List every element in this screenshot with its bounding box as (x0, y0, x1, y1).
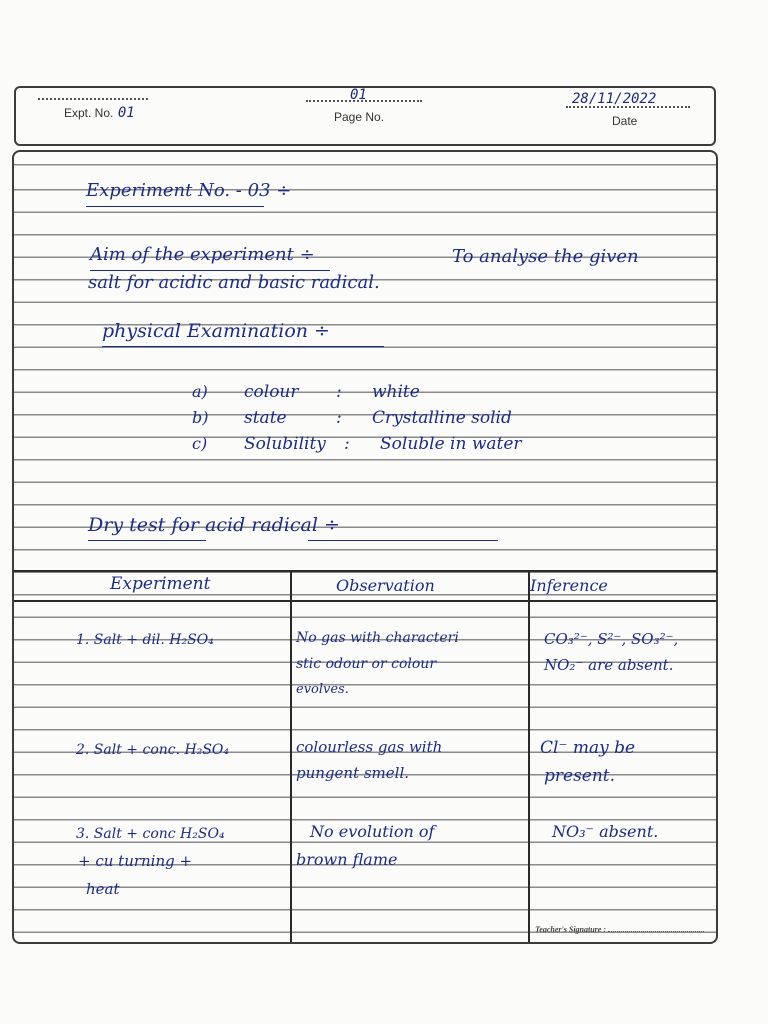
physical-sep-a: : (336, 382, 342, 402)
physical-value-state: Crystalline solid (372, 408, 512, 428)
row3-inference: NO₃⁻ absent. (552, 822, 659, 841)
aim-text-line2: salt for acidic and basic radical. (88, 272, 380, 293)
physical-marker-c: c) (192, 434, 208, 453)
dry-underline-2 (308, 540, 498, 541)
row1-observation-l1: No gas with characteri (296, 630, 459, 646)
header-observation: Observation (336, 576, 435, 595)
row1-observation-l3: evolves. (296, 682, 349, 697)
table-col-divider-2 (528, 570, 530, 942)
table-col-divider-1 (290, 570, 292, 942)
dry-underline-1 (88, 540, 206, 541)
ruled-sheet (12, 150, 718, 944)
row1-inference-l1: CO₃²⁻, S²⁻, SO₃²⁻, (544, 630, 679, 648)
physical-sep-c: : (344, 434, 350, 454)
expt-field (64, 104, 135, 122)
aim-label: Aim of the experiment ÷ (90, 244, 315, 265)
date-label: Date (612, 114, 638, 128)
row2-inference-l2: present. (544, 766, 616, 786)
teacher-signature-line (608, 931, 704, 932)
physical-marker-b: b) (192, 408, 209, 427)
row3-experiment-l2: + cu turning + (78, 852, 193, 870)
row2-experiment: 2. Salt + conc. H₂SO₄ (76, 742, 230, 758)
physical-property-state: state (244, 408, 287, 428)
page-label-wrap (334, 108, 384, 126)
physical-property-colour: colour (244, 382, 299, 402)
row3-experiment-l3: heat (86, 880, 120, 898)
date-label-wrap (612, 112, 637, 130)
row1-inference-l2: NO₂⁻ are absent. (544, 656, 674, 674)
date-value: 28/11/2022 (572, 91, 657, 107)
table-top-rule (14, 570, 716, 572)
table-header-rule (14, 600, 716, 602)
results-table (14, 570, 716, 942)
physical-property-solubility: Solubility (244, 434, 326, 454)
expt-dotline (38, 98, 148, 100)
row1-observation-l2: stic odour or colour (296, 656, 437, 672)
row1-experiment: 1. Salt + dil. H₂SO₄ (76, 632, 214, 648)
aim-underline (90, 270, 330, 271)
date-dotline (566, 106, 690, 108)
physical-value-solubility: Soluble in water (380, 434, 522, 454)
dry-test-heading: Dry test for acid radical ÷ (88, 514, 340, 536)
page-label: Page No. (334, 110, 385, 124)
page-header (14, 86, 716, 146)
physical-marker-a: a) (192, 382, 208, 401)
page-dotline (306, 100, 422, 102)
expt-value: 01 (117, 105, 135, 121)
aim-text-line1: To analyse the given (452, 246, 639, 267)
row3-experiment-l1: 3. Salt + conc H₂SO₄ (76, 826, 225, 842)
physical-value-colour: white (372, 382, 420, 402)
physical-heading: physical Examination ÷ (102, 320, 330, 342)
row3-observation-l2: brown flame (296, 850, 398, 869)
physical-sep-b: : (336, 408, 342, 428)
page-value: 01 (350, 87, 367, 103)
row2-observation-l2: pungent smell. (296, 764, 410, 782)
experiment-title: Experiment No. - 03 ÷ (86, 180, 292, 201)
header-experiment: Experiment (110, 574, 211, 594)
row2-observation-l1: colourless gas with (296, 738, 443, 756)
physical-underline (102, 346, 384, 347)
expt-label: Expt. No. (64, 106, 114, 120)
teacher-signature-label: Teacher's Signature : (535, 925, 606, 934)
header-inference: Inference (530, 576, 608, 595)
row2-inference-l1: Cl⁻ may be (540, 738, 636, 758)
title-underline (86, 206, 264, 207)
row3-observation-l1: No evolution of (310, 822, 435, 841)
